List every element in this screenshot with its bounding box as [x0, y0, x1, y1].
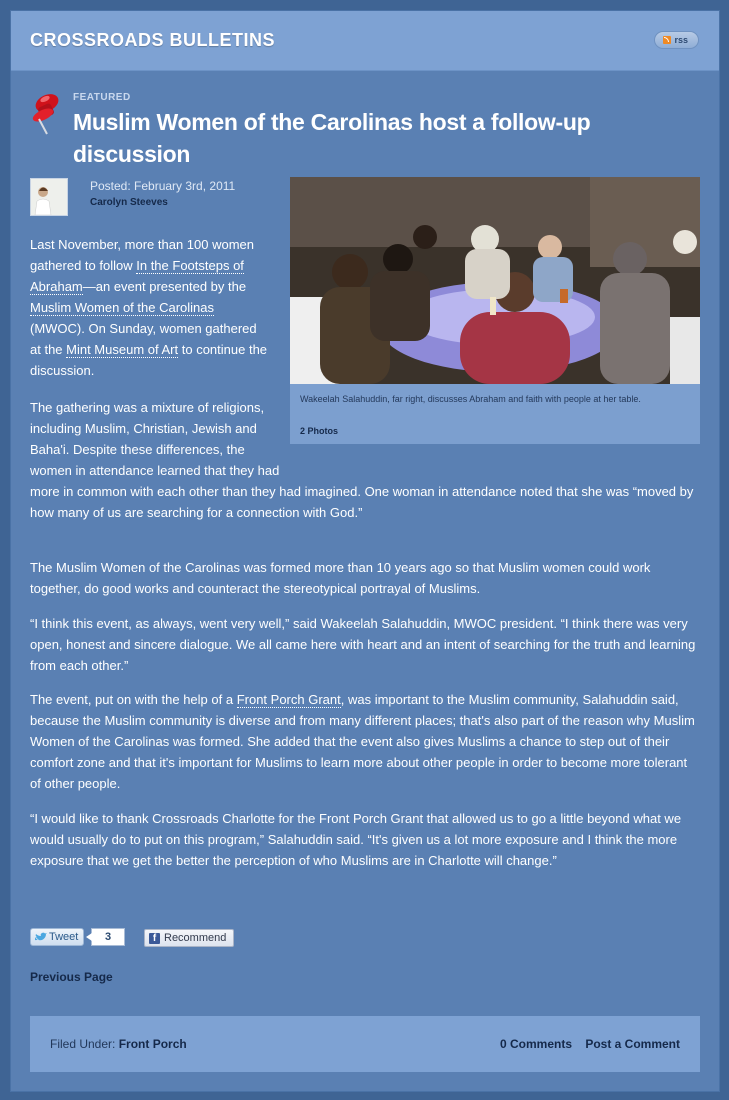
filed-under-label: Filed Under:: [50, 1037, 116, 1051]
p5-text-a: The event, put on with the help of a: [30, 692, 237, 707]
recommend-label: Recommend: [164, 932, 227, 944]
paragraph-6: “I would like to thank Crossroads Charlotte for the Front Porch Grant that allowed us to go a little beyond what we would usually do to put on this program,” Salahuddin said. “It's given us a lot more exposure and I think the more exposure that we get the better the perception of who Muslims are in Charlotte will change.”: [30, 811, 682, 868]
post-title: Muslim Women of the Carolinas host a follow-up discussion: [73, 109, 591, 167]
tweet-label: Tweet: [49, 931, 79, 943]
tweet-count[interactable]: 3: [91, 928, 125, 946]
rss-button[interactable]: [654, 31, 699, 49]
pushpin-icon: [29, 90, 63, 138]
link-footsteps-of-abraham[interactable]: In the Footsteps of Abraham: [30, 258, 244, 294]
link-front-porch-grant[interactable]: Front Porch Grant: [236, 692, 341, 707]
event-photo-image: [290, 177, 700, 384]
p5-text-b: , was important to the Muslim community, Salahuddin said, because the Muslim community is diverse and from many different places; that's also part of the reason why Muslim Women of the Carolinas was formed. She added that the event also gives Muslims a chance to step out of their comfort zone and that it's important for Muslims to learn more about other people in order to become more tolerant of other people.: [30, 692, 695, 791]
rss-label: rss: [674, 35, 688, 45]
photo-caption: Wakeelah Salahuddin, far right, discusses Abraham and faith with people at her table.: [300, 394, 641, 404]
tweet-button[interactable]: [30, 928, 84, 946]
p1-text-c: (MWOC). On Sunday, women gathered at the: [30, 321, 257, 357]
paragraph-4: “I think this event, as always, went very well,” said Wakeelah Salahuddin, MWOC president. “I think there was very open, honest and sincere dialogue. We all came here with heart and an intent of searching for the truth and learning from each other.”: [30, 616, 696, 673]
p1-text-b: —an event presented by the: [82, 279, 247, 294]
p1-text-d: to continue the discussion.: [30, 342, 268, 378]
comments-link[interactable]: 0 Comments: [499, 1037, 572, 1051]
link-mint-museum[interactable]: Mint Museum of Art: [66, 342, 179, 357]
site-title[interactable]: CROSSROADS BULLETINS: [30, 30, 276, 50]
post-comment-link[interactable]: Post a Comment: [585, 1037, 680, 1051]
event-photo[interactable]: [290, 177, 700, 384]
rss-icon: [663, 36, 671, 44]
paragraph-3: The Muslim Women of the Carolinas was formed more than 10 years ago so that Muslim women could work together, do good works and counteract the stereotypical portrayal of Muslims.: [30, 560, 651, 596]
featured-label: FEATURED: [73, 92, 131, 103]
filed-under: [50, 1037, 187, 1051]
page-container: [10, 10, 720, 1092]
paragraph-5: [30, 689, 698, 794]
author-avatar[interactable]: [30, 178, 68, 216]
previous-page-link[interactable]: Previous Page: [30, 970, 113, 984]
facebook-icon: f: [149, 933, 160, 944]
post-date: Posted: February 3rd, 2011: [90, 179, 236, 193]
twitter-bird-icon: [34, 932, 47, 942]
facebook-recommend-button[interactable]: [144, 929, 234, 947]
link-muslim-women-carolinas[interactable]: Muslim Women of the Carolinas: [30, 300, 214, 315]
post-author[interactable]: Carolyn Steeves: [90, 197, 168, 208]
site-header: [11, 11, 719, 71]
p1-text-a: Last November, more than 100 women gathered to follow: [30, 237, 255, 273]
category-link[interactable]: Front Porch: [118, 1037, 187, 1051]
paragraph-2: The gathering was a mixture of religions, including Muslim, Christian, Jewish and Baha'i. Despite these differences, the women in attendance learned that they had more in common with each other than they had imagined. One woman in attendance noted that she was “moved by how many of us are searching for a connection with God.”: [30, 400, 694, 520]
post-footer: [30, 1016, 700, 1072]
photo-float-spacer: [281, 397, 700, 472]
author-avatar-image: [31, 179, 67, 215]
paragraph-1: [30, 234, 270, 381]
photo-count-link[interactable]: 2 Photos: [300, 426, 339, 436]
